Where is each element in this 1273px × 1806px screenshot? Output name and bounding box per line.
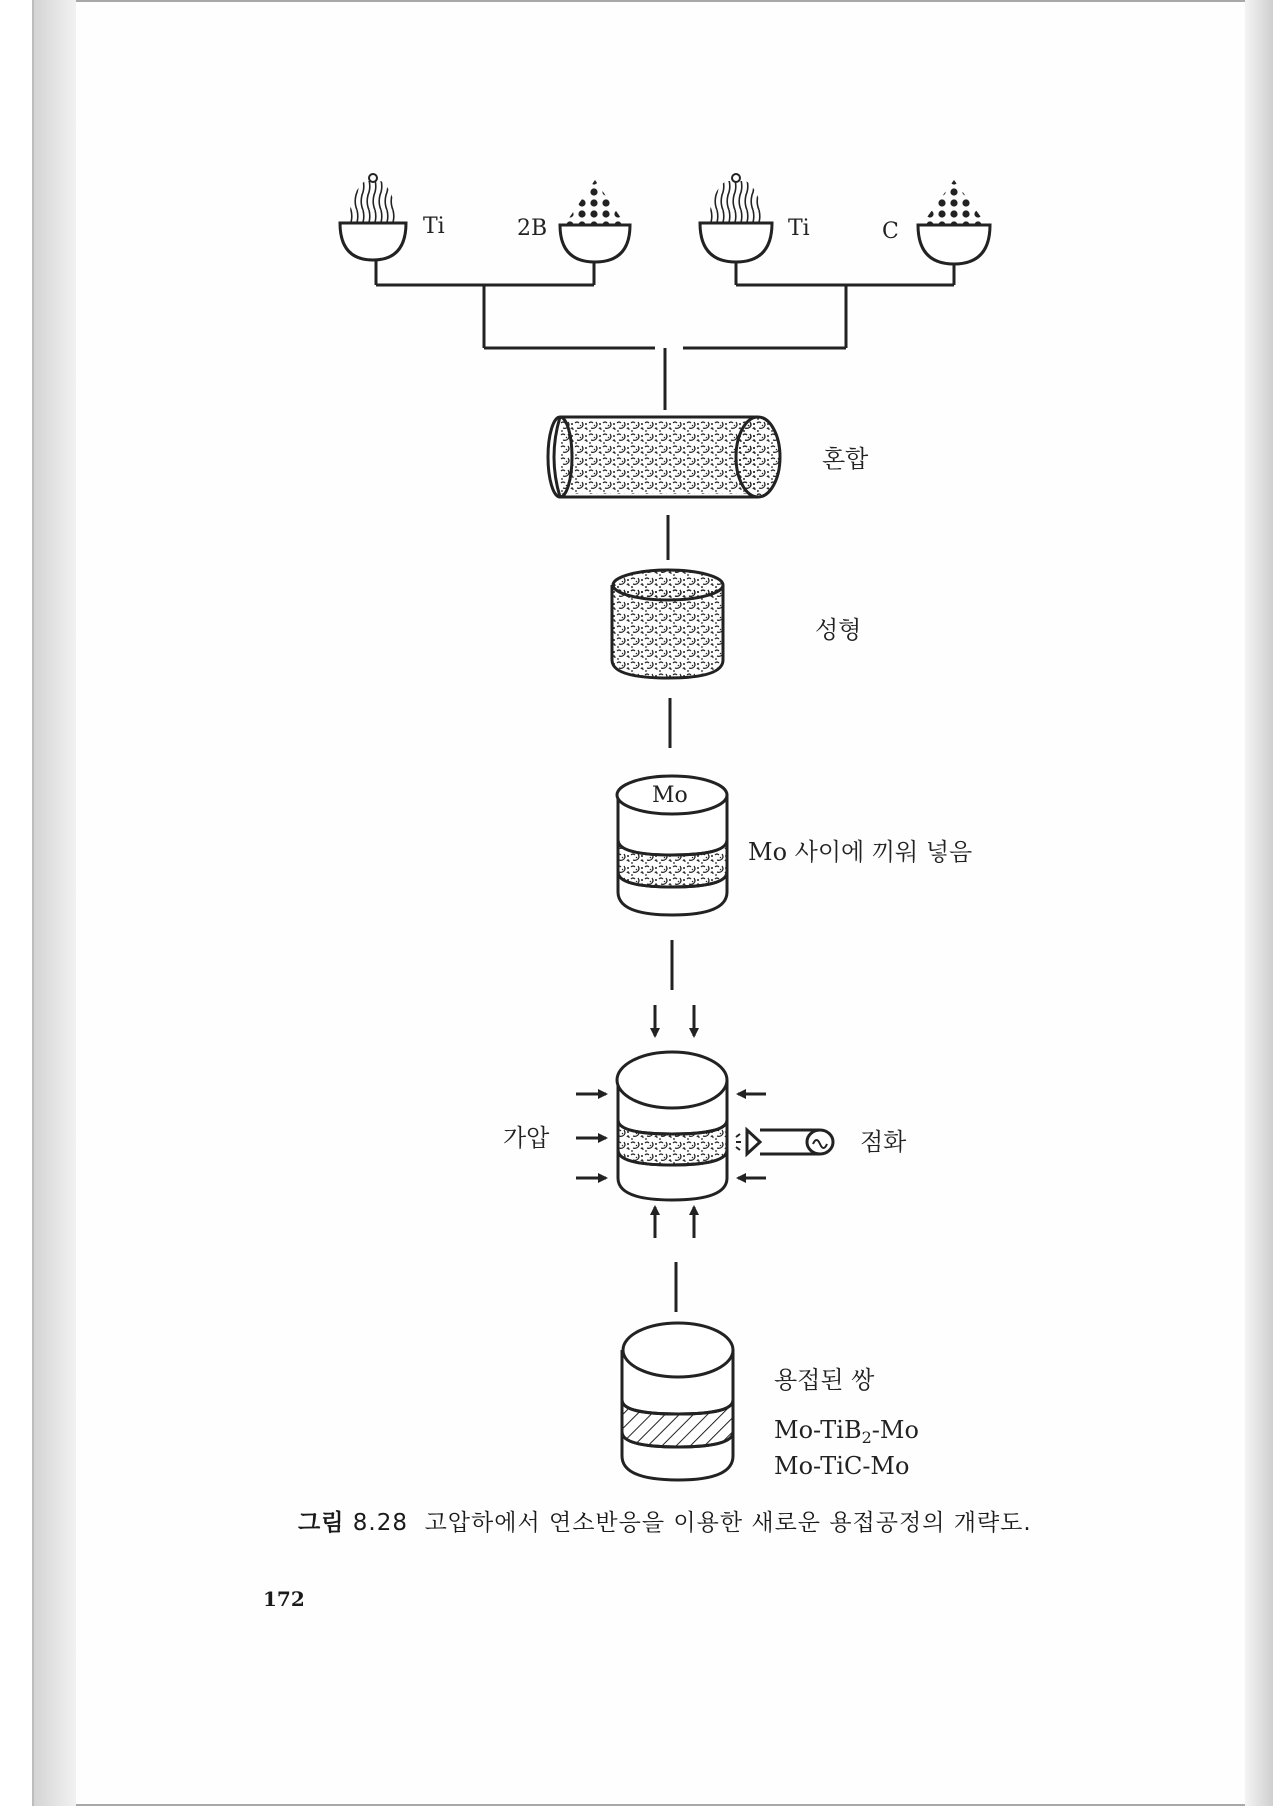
igniter xyxy=(736,1130,833,1154)
carbon-label: C xyxy=(882,219,899,244)
caption-text: 고압하에서 연소반응을 이용한 새로운 용접공정의 개략도. xyxy=(424,1510,1032,1536)
ti-powder-bowl-1 xyxy=(340,174,406,285)
pair-tib2-label: Mo-TiB$_2$-Mo xyxy=(774,1416,919,1447)
pair-tic-label: Mo-TiC-Mo xyxy=(774,1452,910,1480)
figure-caption xyxy=(298,1504,1032,1537)
mo-cap-label: Mo xyxy=(652,783,688,808)
insert-label: Mo 사이에 끼워 넣음 xyxy=(748,838,973,866)
pressing-cylinder xyxy=(617,1052,727,1200)
mo-sandwich xyxy=(617,776,727,990)
ti-label-1: Ti xyxy=(423,214,445,239)
ti-label-2: Ti xyxy=(788,216,810,241)
boron-label: 2B xyxy=(517,216,548,241)
bonded-pair xyxy=(622,1323,733,1480)
bonded-pair-label: 용접된 쌍 xyxy=(774,1366,875,1394)
carbon-powder-bowl xyxy=(918,180,990,285)
caption-number: 8.28 xyxy=(352,1510,408,1536)
forming-label: 성형 xyxy=(815,616,862,644)
feed-connectors xyxy=(376,285,954,410)
page-number: 172 xyxy=(263,1587,305,1611)
boron-powder-bowl xyxy=(560,180,630,285)
mixing-drum xyxy=(548,417,780,560)
ti-powder-bowl-2 xyxy=(700,174,772,285)
formed-compact xyxy=(612,570,723,748)
ignition-label: 점화 xyxy=(860,1128,907,1156)
caption-prefix: 그림 xyxy=(298,1510,345,1536)
pressure-label: 가압 xyxy=(503,1124,550,1152)
mixing-label: 혼합 xyxy=(822,445,869,473)
